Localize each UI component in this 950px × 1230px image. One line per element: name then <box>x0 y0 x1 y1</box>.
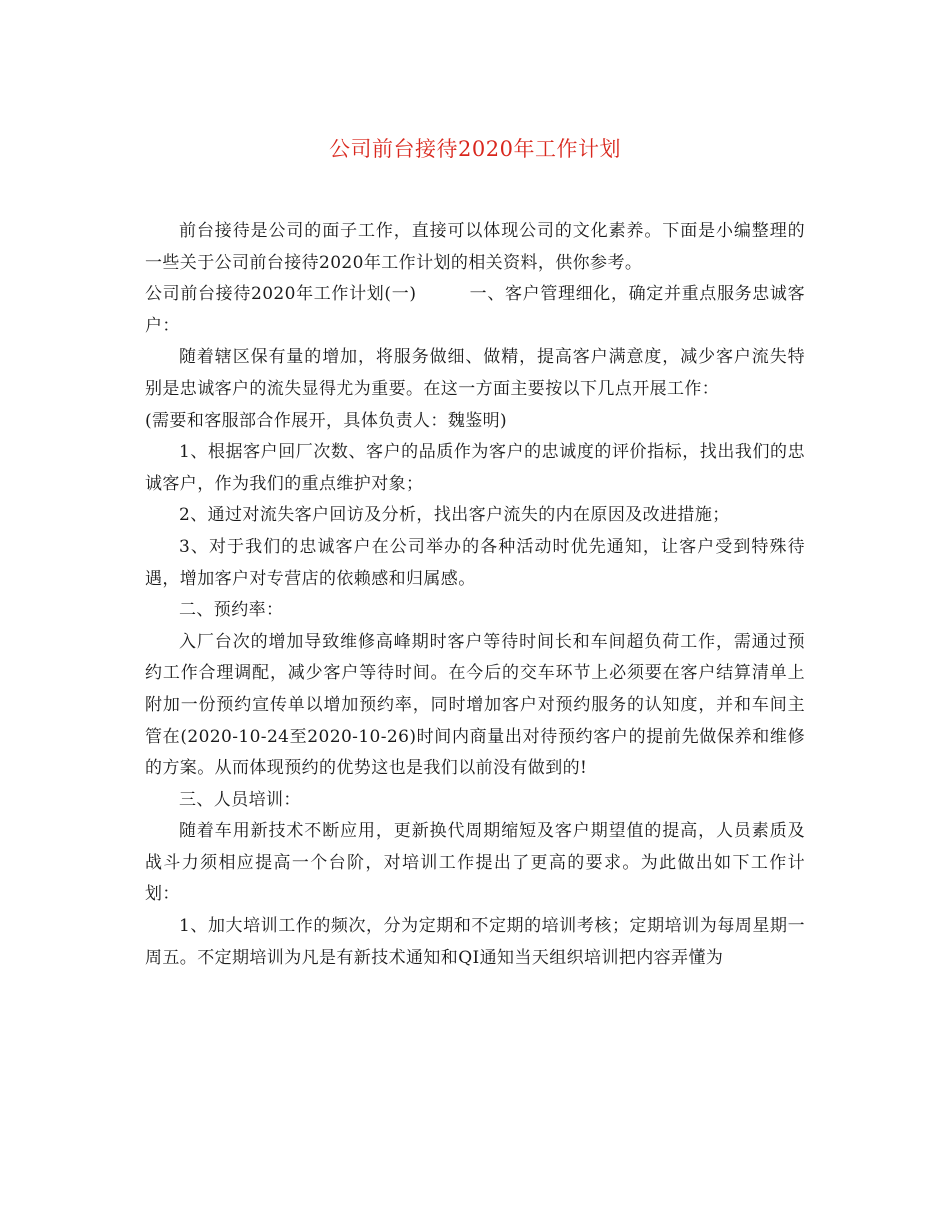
section-heading-staff-training: 三、人员培训： <box>179 789 301 810</box>
section-heading-appointment-rate: 二、预约率： <box>179 600 284 621</box>
list-item-3: 3、对于我们的忠诚客户在公司举办的各种活动时优先通知，让客户受到特殊待遇，增加客户对专营店的依赖感和归属感。 <box>145 536 805 589</box>
paragraph-customer-retention: 随着辖区保有量的增加，将服务做细、做精，提高客户满意度，减少客户流失特别是忠诚客户的流失显得尤为重要。在这一方面主要按以下几点开展工作： <box>145 347 805 399</box>
paragraph-appointment: 入厂台次的增加导致维修高峰期时客户等待时间长和车间超负荷工作，需通过预约工作合理调配，减少客户等待时间。在今后的交车环节上必须要在客户结算清单上附加一份预约宣传单以增加预约率，同时增加客户对预约服务的认知度，并和车间主管在(2020-10-24至2020-10-26)时间内商量出对待预约客户的提前先做保养和维修的方案。从而体现预约的优势这也是我们以前没有做到的! <box>145 631 805 779</box>
list-item-1: 1、根据客户回厂次数、客户的品质作为客户的忠诚度的评价指标，找出我们的忠诚客户，作为我们的重点维护对象； <box>145 442 805 494</box>
list-item-2: 2、通过对流失客户回访及分析，找出客户流失的内在原因及改进措施； <box>179 505 730 526</box>
document-title: 公司前台接待2020年工作计划 <box>329 137 621 161</box>
document-body <box>145 216 805 974</box>
paragraph-training: 随着车用新技术不断应用，更新换代周期缩短及客户期望值的提高，人员素质及战斗力须相应提高一个台阶，对培训工作提出了更高的要求。为此做出如下工作计划： <box>145 821 805 905</box>
list-item-training-1: 1、加大培训工作的频次，分为定期和不定期的培训考核；定期培训为每周星期一周五。不定期培训为凡是有新技术通知和QI通知当天组织培训把内容弄懂为 <box>145 916 805 968</box>
section-heading-plan-one: 公司前台接待2020年工作计划(一) 一、客户管理细化，确定并重点服务忠诚客户： <box>145 284 805 336</box>
paragraph-intro: 前台接待是公司的面子工作，直接可以体现公司的文化素养。下面是小编整理的一些关于公司前台接待2020年工作计划的相关资料，供你参考。 <box>145 221 805 273</box>
paragraph-responsible-person: (需要和客服部合作展开，具体负责人：魏鉴明) <box>145 410 508 431</box>
